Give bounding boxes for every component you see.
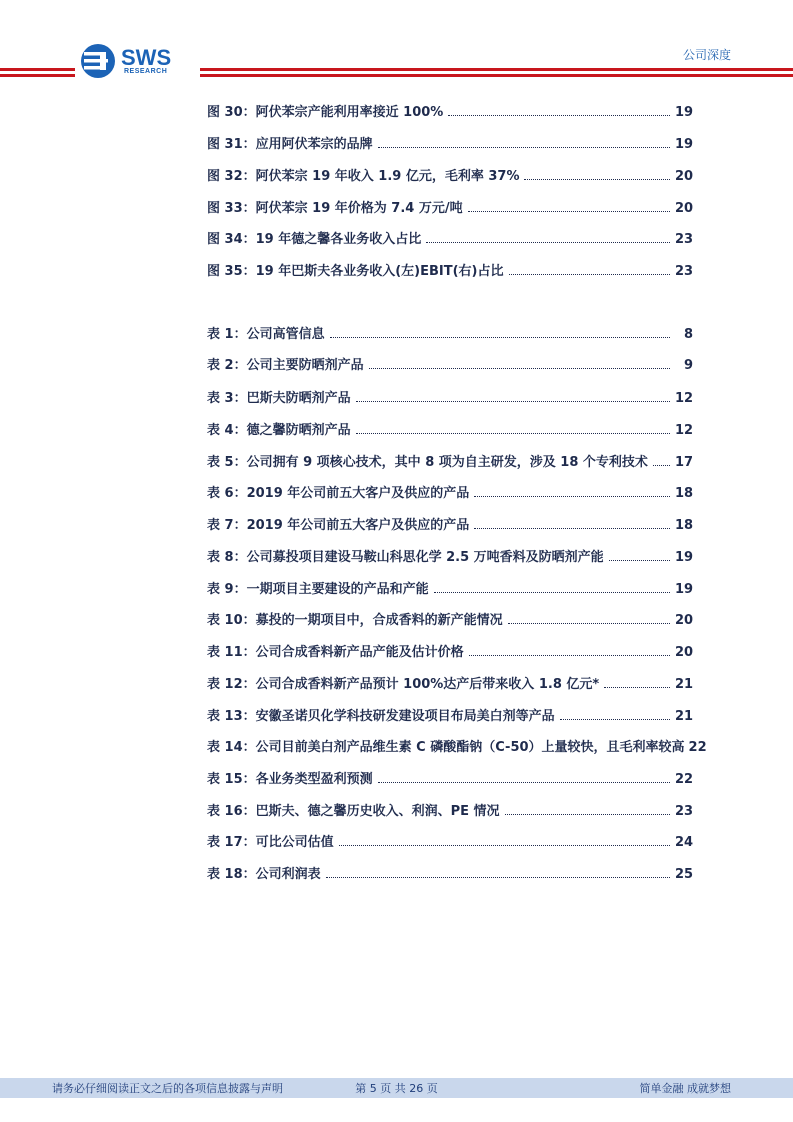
toc-entry[interactable]: [207, 862, 693, 882]
footer-slogan: 简单金融 成就梦想: [639, 1082, 731, 1095]
toc-entry[interactable]: [207, 672, 693, 692]
toc-entry-label: 图 33：阿伏苯宗 19 年价格为 7.4 万元/吨: [207, 201, 463, 216]
toc-entry[interactable]: [207, 322, 693, 342]
toc-entry[interactable]: [207, 767, 693, 787]
toc-entry[interactable]: [207, 132, 693, 152]
toc-entry[interactable]: [207, 100, 693, 120]
toc-entry-label: 图 30：阿伏苯宗产能利用率接近 100%: [207, 105, 444, 120]
toc-entry-page: 23: [675, 804, 694, 819]
toc-entry-page: 21: [675, 709, 694, 724]
toc-entry-label: 表 10：募投的一期项目中，合成香料的新产能情况: [207, 613, 503, 628]
toc-entry-page: 18: [675, 518, 694, 533]
toc-leader: [474, 496, 670, 497]
toc-entry-page: 19: [675, 550, 694, 565]
toc-leader: [508, 623, 670, 624]
toc-entry-page: 20: [675, 201, 694, 216]
toc-leader: [330, 337, 670, 338]
sws-logo: [80, 43, 190, 79]
toc-entry[interactable]: [207, 259, 693, 279]
toc-entry-page: 17: [675, 455, 694, 470]
toc-entry-page: 24: [675, 835, 694, 850]
toc-entry[interactable]: [207, 830, 693, 850]
toc-entry-label: 表 4：德之馨防晒剂产品: [207, 423, 351, 438]
toc-entry-label: 表 9：一期项目主要建设的产品和产能: [207, 582, 429, 597]
toc-entry-label: 表 6：2019 年公司前五大客户及供应的产品: [207, 486, 470, 501]
toc-entry[interactable]: [207, 704, 693, 724]
toc-entry-label: 表 16：巴斯夫、德之馨历史收入、利润、PE 情况: [207, 804, 500, 819]
toc-entry[interactable]: [207, 513, 693, 533]
toc-leader: [469, 655, 670, 656]
footer-page-info: 第 5 页 共 26 页: [355, 1082, 438, 1095]
toc-leader: [653, 465, 670, 466]
toc-entry-label: 图 34：19 年德之馨各业务收入占比: [207, 232, 422, 247]
toc-entry-page: 12: [675, 423, 694, 438]
toc-entry-page: 19: [675, 582, 694, 597]
toc-entry-label: 表 5：公司拥有 9 项核心技术，其中 8 项为自主研发，涉及 18 个专利技术: [207, 455, 648, 470]
toc-entry-label: 图 35：19 年巴斯夫各业务收入(左)EBIT(右)占比: [207, 264, 504, 279]
toc-entry-label: 表 3：巴斯夫防晒剂产品: [207, 391, 351, 406]
header-rule-left: [0, 68, 75, 77]
toc-leader: [339, 845, 670, 846]
page-footer: [0, 1078, 793, 1098]
header-rule-right: [200, 68, 793, 77]
toc-leader: [426, 242, 670, 243]
toc-entry[interactable]: [207, 640, 693, 660]
footer-disclaimer: 请务必仔细阅读正文之后的各项信息披露与声明: [52, 1082, 283, 1095]
toc-leader: [448, 115, 670, 116]
toc-entry-label: 表 2：公司主要防晒剂产品: [207, 358, 364, 373]
document-type-label: 公司深度: [682, 48, 731, 62]
toc-entry[interactable]: [207, 608, 693, 628]
toc-leader: [378, 782, 670, 783]
toc-leader: [326, 877, 670, 878]
toc-entry[interactable]: [207, 386, 693, 406]
toc-entry-page: 20: [675, 613, 694, 628]
toc-leader: [609, 560, 670, 561]
toc-entry-page: 8: [683, 327, 693, 342]
toc-entry-page: 12: [675, 391, 694, 406]
toc-leader: [378, 147, 670, 148]
toc-leader: [524, 179, 670, 180]
toc-entry-page: 22: [675, 772, 694, 787]
toc-entry-label: 图 31：应用阿伏苯宗的品牌: [207, 137, 373, 152]
toc-entry-label: 表 8：公司募投项目建设马鞍山科思化学 2.5 万吨香料及防晒剂产能: [207, 550, 604, 565]
toc-entry[interactable]: [207, 450, 693, 470]
toc-entry[interactable]: [207, 481, 693, 501]
toc-entry-page: 18: [675, 486, 694, 501]
toc-entry-page: 21: [675, 677, 694, 692]
toc-entry[interactable]: [207, 545, 693, 565]
toc-leader: [356, 433, 670, 434]
toc-leader: [356, 401, 670, 402]
toc-entry-page: 20: [675, 169, 694, 184]
toc-entry-label: 表 11：公司合成香料新产品产能及估计价格: [207, 645, 464, 660]
toc-entry-label: 表 1：公司高管信息: [207, 327, 325, 342]
toc-entry-page: 19: [675, 137, 694, 152]
toc-entry-label: 表 14：公司目前美白剂产品维生素 C 磷酸酯钠（C-50）上量较快，且毛利率较高: [207, 740, 685, 755]
toc-entry[interactable]: [207, 735, 707, 755]
logo-wordmark: SWS: [121, 45, 172, 70]
toc-entry[interactable]: [207, 227, 693, 247]
toc-leader: [509, 274, 671, 275]
toc-entry-page: 20: [675, 645, 694, 660]
toc-leader: [560, 719, 670, 720]
toc-entry[interactable]: [207, 196, 693, 216]
toc-leader: [505, 814, 670, 815]
toc-entry-label: 表 18：公司利润表: [207, 867, 321, 882]
toc-leader: [369, 368, 670, 369]
toc-entry[interactable]: [207, 799, 693, 819]
logo-subtitle: RESEARCH: [124, 68, 168, 75]
toc-entry[interactable]: [207, 353, 693, 373]
toc-entry-label: 表 12：公司合成香料新产品预计 100%达产后带来收入 1.8 亿元*: [207, 677, 600, 692]
page-header: [0, 0, 793, 80]
toc-entry-label: 表 15：各业务类型盈利预测: [207, 772, 373, 787]
toc-entry-label: 表 7：2019 年公司前五大客户及供应的产品: [207, 518, 470, 533]
toc-entry-label: 表 13：安徽圣诺贝化学科技研发建设项目布局美白剂等产品: [207, 709, 555, 724]
toc-entry-page: 25: [675, 867, 694, 882]
toc-entry-label: 图 32：阿伏苯宗 19 年收入 1.9 亿元，毛利率 37%: [207, 169, 520, 184]
toc-entry-page: 19: [675, 105, 694, 120]
toc-entry-page: 23: [675, 264, 694, 279]
toc-entry[interactable]: [207, 418, 693, 438]
sws-logo-icon: [80, 43, 118, 79]
toc-leader: [468, 211, 670, 212]
toc-entry-page: 9: [683, 358, 693, 373]
toc-leader: [434, 592, 670, 593]
toc-entry-page: 22: [688, 740, 707, 755]
toc-entry[interactable]: [207, 577, 693, 597]
toc-leader: [474, 528, 670, 529]
toc-entry[interactable]: [207, 164, 693, 184]
toc-entry-page: 23: [675, 232, 694, 247]
toc-leader: [604, 687, 670, 688]
toc-entry-label: 表 17：可比公司估值: [207, 835, 334, 850]
